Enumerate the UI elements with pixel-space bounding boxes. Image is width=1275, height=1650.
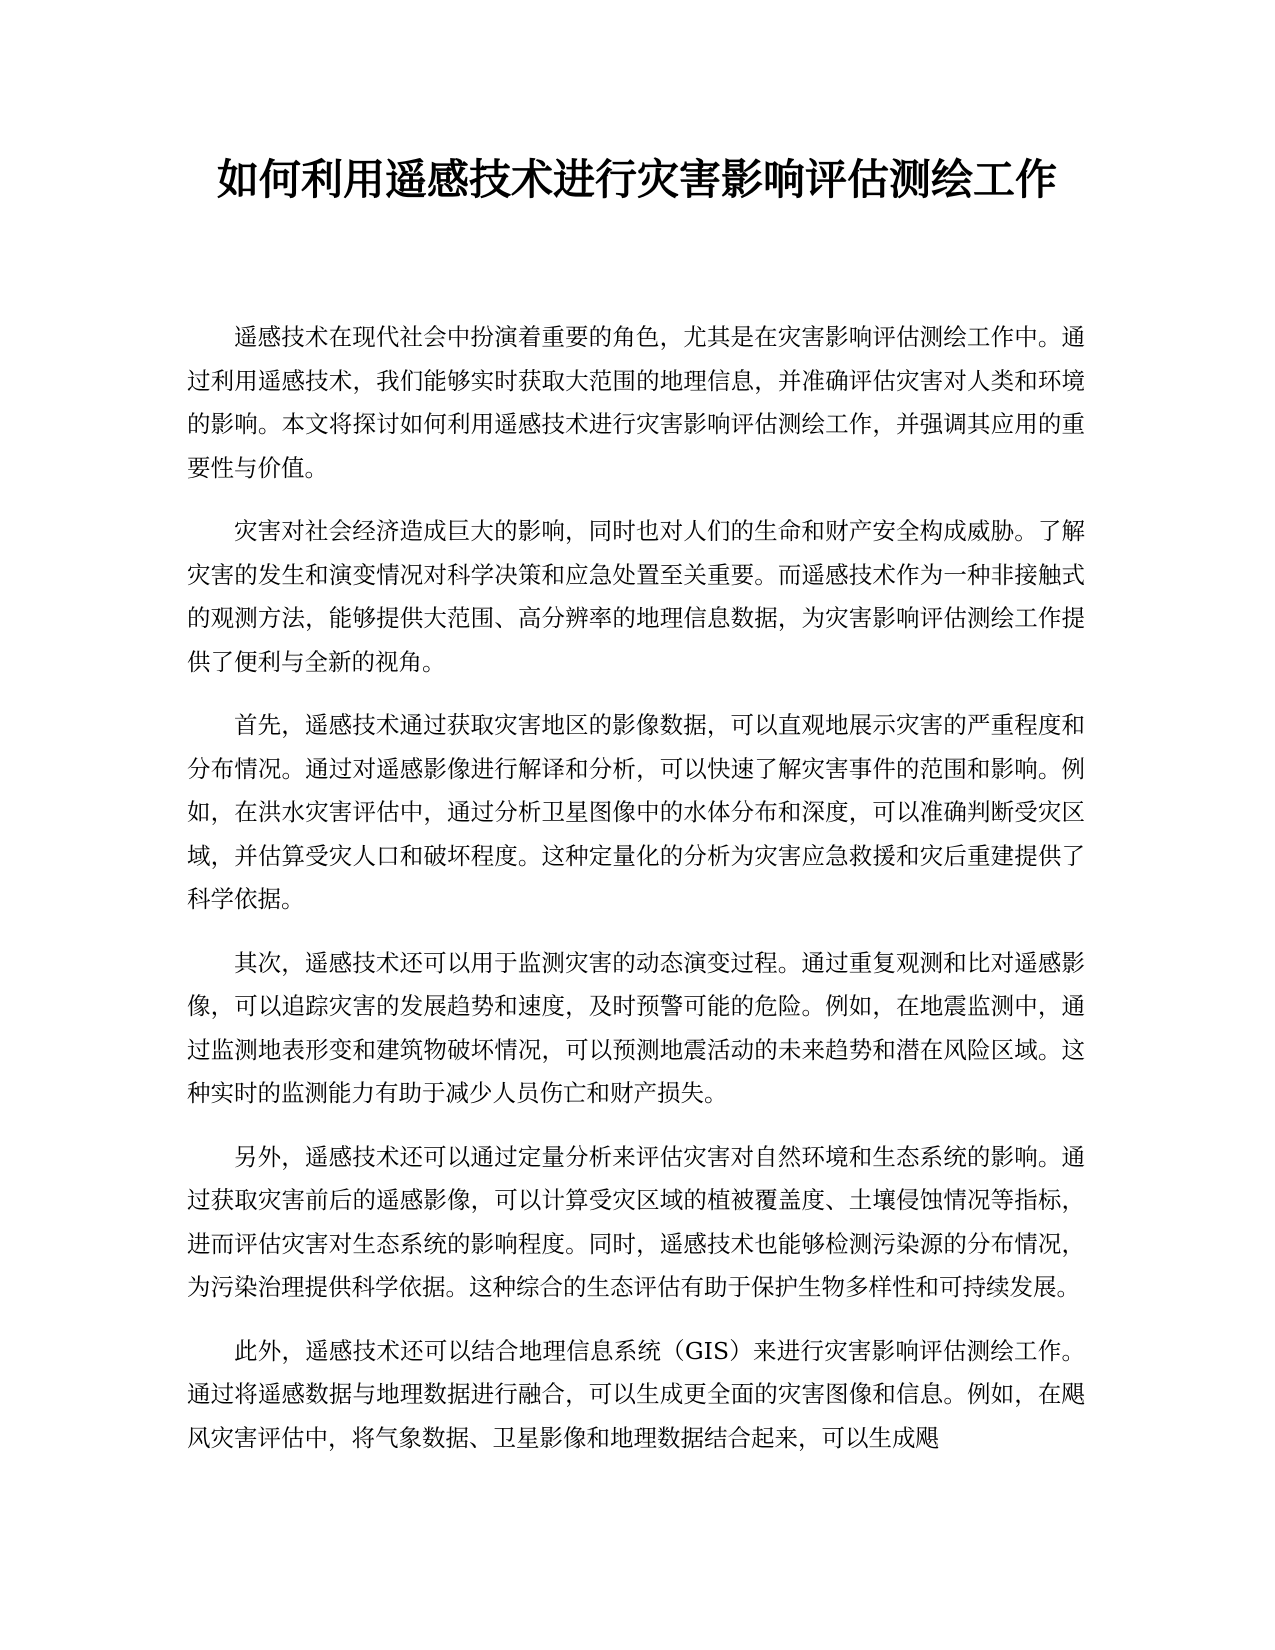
page-title: 如何利用遥感技术进行灾害影响评估测绘工作 (216, 155, 1057, 204)
paragraph-first: 首先，遥感技术通过获取灾害地区的影像数据，可以直观地展示灾害的严重程度和分布情况。通过对遥感影像进行解译和分析，可以快速了解灾害事件的范围和影响。例如，在洪水灾害评估中，通过分析卫星图像中的水体分布和深度，可以准确判断受灾区域，并估算受灾人口和破坏程度。这种定量化的分析为灾害应急救援和灾后重建提供了科学依据。 (187, 711, 1085, 913)
paragraph-second: 其次，遥感技术还可以用于监测灾害的动态演变过程。通过重复观测和比对遥感影像，可以追踪灾害的发展趋势和速度，及时预警可能的危险。例如，在地震监测中，通过监测地表形变和建筑物破坏情况，可以预测地震活动的未来趋势和潜在风险区域。这种实时的监测能力有助于减少人员伤亡和财产损失。 (187, 948, 1085, 1107)
paragraph-disaster-impact: 灾害对社会经济造成巨大的影响，同时也对人们的生命和财产安全构成威胁。了解灾害的发生和演变情况对科学决策和应急处置至关重要。而遥感技术作为一种非接触式的观测方法，能够提供大范围、高分辨率的地理信息数据，为灾害影响评估测绘工作提供了便利与全新的视角。 (187, 517, 1085, 676)
document-body (187, 316, 1085, 1480)
paragraph-additionally: 另外，遥感技术还可以通过定量分析来评估灾害对自然环境和生态系统的影响。通过获取灾害前后的遥感影像，可以计算受灾区域的植被覆盖度、土壤侵蚀情况等指标，进而评估灾害对生态系统的影响程度。同时，遥感技术也能够检测污染源的分布情况，为污染治理提供科学依据。这种综合的生态评估有助于保护生物多样性和可持续发展。 (187, 1142, 1085, 1301)
paragraph-gis: 此外，遥感技术还可以结合地理信息系统（GIS）来进行灾害影响评估测绘工作。通过将遥感数据与地理数据进行融合，可以生成更全面的灾害图像和信息。例如，在飓风灾害评估中，将气象数据、卫星影像和地理数据结合起来，可以生成飓 (187, 1336, 1085, 1452)
paragraph-intro: 遥感技术在现代社会中扮演着重要的角色，尤其是在灾害影响评估测绘工作中。通过利用遥感技术，我们能够实时获取大范围的地理信息，并准确评估灾害对人类和环境的影响。本文将探讨如何利用遥感技术进行灾害影响评估测绘工作，并强调其应用的重要性与价值。 (187, 323, 1085, 482)
